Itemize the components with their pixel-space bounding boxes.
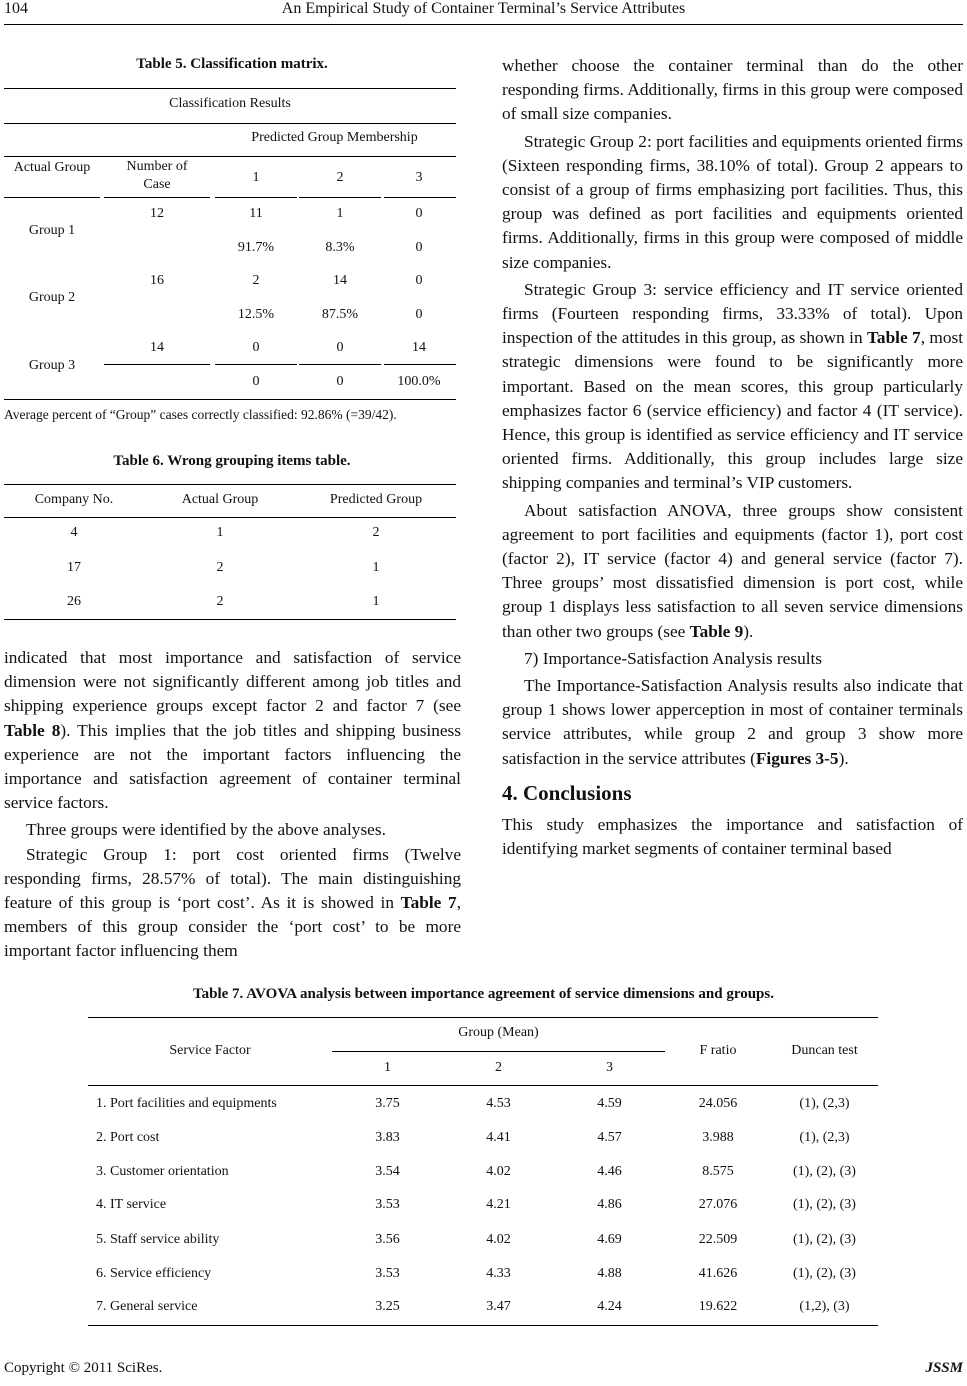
table7-cell: (1), (2,3)	[799, 1096, 850, 1111]
page-number: 104	[4, 0, 28, 17]
table7-cell: 4.88	[597, 1266, 622, 1281]
table5-rule	[384, 197, 456, 198]
table5-cell: 0	[336, 340, 344, 355]
table-reference: Table 9	[689, 621, 744, 641]
table7-cell: 3.53	[375, 1266, 400, 1281]
table7-cell: 4.69	[597, 1232, 622, 1247]
table5-col-2: 2	[336, 170, 344, 185]
table7-cell: 19.622	[698, 1299, 738, 1314]
paragraph: Strategic Group 2: port facilities and equipments oriented firms (Sixteen responding firms, 38.10% of total). Group 2 appears to consist of a group of firms emphasizing port facilities. Thus, this group was defined as port facilities and equipments oriented firms. Additionally, firms in this group were composed of middle size companies.	[502, 131, 963, 272]
table5-rule	[4, 123, 456, 124]
table7-cell: 3.54	[375, 1164, 400, 1179]
paragraph: This study emphasizes the importance and satisfaction of identifying market segments of container terminal based	[502, 815, 963, 859]
table7-row-label: 3. Customer orientation	[96, 1164, 229, 1179]
table7-cell: 4.21	[486, 1197, 511, 1212]
paragraph: Three groups were identified by the above analyses.	[26, 820, 386, 840]
table5-cell: 0	[415, 240, 423, 255]
paragraph: Strategic Group 1: port cost oriented firms (Twelve responding firms, 28.57% of total). The main distinguishing feature of this group is ‘port cost’. As it is showed in Table 7, members of this group consider the ‘port cost’ to be more important factor influencing them	[4, 844, 462, 961]
table5-cell: 0	[415, 206, 423, 221]
table7-cell: 4.02	[486, 1164, 511, 1179]
table5-cell: 14	[412, 340, 426, 355]
table7-cell: (1), (2), (3)	[793, 1266, 856, 1281]
table5-cell: 2	[252, 273, 260, 288]
table7-col-g2: 2	[495, 1060, 502, 1075]
table7-col-g3: 3	[606, 1060, 613, 1075]
table7-cell: 22.509	[698, 1232, 738, 1247]
paragraph: About satisfaction ANOVA, three groups show consistent agreement to port facilities and equipments (factor 1), port cost (factor 2), IT service (factor 4) and general service (factor 7). Three groups’ most dissatisfied dimension is port cost, while group 1 displays less satisfaction to all seven service dimensions than other two groups (see Table 9).	[502, 500, 963, 641]
table7-cell: 3.75	[375, 1096, 400, 1111]
table5-note: Average percent of “Group” cases correctly classified: 92.86% (=39/42).	[4, 407, 397, 422]
table5-cell: 14	[333, 273, 347, 288]
table7-cell: (1), (2), (3)	[793, 1197, 856, 1212]
table6-header: Company No.	[34, 492, 114, 507]
table5-rule	[104, 364, 210, 365]
table7-cell: 4.53	[486, 1096, 511, 1111]
footer-copyright: Copyright © 2011 SciRes.	[4, 1360, 163, 1376]
table5-rule	[4, 197, 100, 198]
table6-header: Predicted Group	[329, 492, 423, 507]
table7-cell: 4.59	[597, 1096, 622, 1111]
table7-col-group-mean: Group (Mean)	[458, 1025, 539, 1040]
table7-header-rule	[88, 1085, 878, 1086]
table5-cell: 91.7%	[237, 240, 275, 255]
table6-cell: 2	[216, 560, 224, 575]
header-rule	[4, 24, 963, 25]
table7-cell: 3.988	[702, 1130, 734, 1145]
table7-cell: 3.83	[375, 1130, 400, 1145]
table5-cell: 0	[336, 374, 344, 389]
table6-caption: Table 6. Wrong grouping items table.	[113, 453, 351, 469]
table5-cell: 0	[252, 340, 260, 355]
table7-cell: (1), (2,3)	[799, 1130, 850, 1145]
table6-header: Actual Group	[181, 492, 259, 507]
table7-cell: 4.46	[597, 1164, 622, 1179]
table7-row-label: 7. General service	[96, 1299, 198, 1314]
table7-top-rule	[88, 1017, 878, 1018]
table5-cell: 0	[415, 307, 423, 322]
table5-col-3: 3	[415, 170, 423, 185]
running-title: An Empirical Study of Container Terminal’s Service Attributes	[281, 0, 686, 17]
table7-cell: (1), (2), (3)	[793, 1232, 856, 1247]
table6-bottom-rule	[4, 619, 456, 620]
table6-rule	[4, 517, 456, 518]
table6-cell: 17	[67, 560, 81, 575]
figure-reference: Figures 3-5	[755, 748, 839, 768]
table7-row-label: 4. IT service	[96, 1197, 167, 1212]
table5-rule	[215, 197, 297, 198]
table7-bottom-rule	[88, 1325, 878, 1326]
table7-cell: 3.53	[375, 1197, 400, 1212]
table7-col-g1: 1	[384, 1060, 391, 1075]
table6-cell: 4	[70, 525, 78, 540]
table5-cell: 87.5%	[321, 307, 359, 322]
subsection-title: 7) Importance-Satisfaction Analysis results	[524, 648, 823, 668]
table7-row-label: 2. Port cost	[96, 1130, 160, 1145]
table7-cell: 8.575	[702, 1164, 734, 1179]
table5-col-1: 1	[252, 170, 260, 185]
table7-cell: 4.24	[597, 1299, 622, 1314]
table5-row-group: Group 1	[28, 223, 76, 238]
footer-journal: JSSM	[925, 1360, 963, 1376]
table5-rule	[215, 364, 297, 365]
table5-rule	[104, 197, 210, 198]
table5-cell: 14	[150, 340, 164, 355]
table7-cell: 3.47	[486, 1299, 511, 1314]
table5-cell: 8.3%	[325, 240, 355, 255]
table7-cell: 4.41	[486, 1130, 511, 1145]
table7-col-service-factor: Service Factor	[169, 1043, 251, 1058]
table5-col-number-of: Number of	[126, 159, 188, 174]
paragraph: The Importance-Satisfaction Analysis results also indicate that group 1 shows lower apperception in most of container terminals service attributes, while group 2 and group 3 show more satisfaction in the service attributes (Figures 3-5).	[502, 676, 963, 768]
table5-cell: 1	[336, 206, 344, 221]
table5-row-group: Group 2	[28, 290, 76, 305]
left-column-text	[4, 646, 461, 964]
table5-top-rule	[4, 88, 456, 89]
table7-cell: 4.57	[597, 1130, 622, 1145]
table6-top-rule	[4, 484, 456, 485]
table7-cell: 24.056	[698, 1096, 738, 1111]
table7-col-f-ratio: F ratio	[699, 1043, 737, 1058]
table7-cell: (1), (2), (3)	[793, 1164, 856, 1179]
table5-bottom-rule	[4, 399, 456, 400]
table7-cell: 41.626	[698, 1266, 738, 1281]
table6-cell: 2	[372, 525, 380, 540]
table6-cell: 1	[372, 560, 380, 575]
table5-cell: 12	[150, 206, 164, 221]
table5-col-case: Case	[143, 177, 171, 192]
table7-cell: (1,2), (3)	[799, 1299, 850, 1314]
table7-cell: 4.33	[486, 1266, 511, 1281]
table7-row-label: 5. Staff service ability	[96, 1232, 220, 1247]
table-reference: Table 8	[4, 720, 61, 740]
table5-rule	[4, 156, 456, 157]
paragraph: indicated that most importance and satisfaction of service dimension were not significantly different among job titles and shipping experience groups except factor 2 and factor 7 (see Table 8). This implies that the job titles and shipping business experience are not the important factors influencing the importance and satisfaction agreement of container terminal service factors.	[4, 648, 461, 813]
table5-col-actual-group: Actual Group	[13, 160, 91, 175]
table5-cell: 12.5%	[237, 307, 275, 322]
table7-cell: 27.076	[698, 1197, 738, 1212]
table5-row-group: Group 3	[28, 358, 76, 373]
table5-caption: Table 5. Classification matrix.	[136, 56, 328, 72]
table-reference: Table 7	[400, 893, 457, 913]
table6-cell: 2	[216, 594, 224, 609]
table5-cell: 100.0%	[397, 374, 441, 389]
table-reference: Table 7	[866, 328, 921, 348]
table5-rule	[299, 197, 381, 198]
table5-cell: 16	[150, 273, 164, 288]
table7-row-label: 6. Service efficiency	[96, 1266, 212, 1281]
table5-cell: 11	[249, 206, 263, 221]
table7-row-label: 1. Port facilities and equipments	[96, 1096, 277, 1111]
table6-cell: 1	[216, 525, 224, 540]
table7-col-duncan: Duncan test	[791, 1043, 858, 1058]
table5-cell: 0	[252, 374, 260, 389]
paragraph: whether choose the container terminal than do the other responding firms. Additionally, firms in this group were composed of small size companies.	[502, 56, 963, 124]
table5-rule	[299, 364, 381, 365]
table7-cell: 4.02	[486, 1232, 511, 1247]
section-heading: 4. Conclusions	[502, 780, 632, 805]
table5-rule	[384, 364, 456, 365]
table6-cell: 1	[372, 594, 380, 609]
right-column-text	[502, 54, 963, 862]
table7-cell: 3.56	[375, 1232, 400, 1247]
table6-cell: 26	[67, 594, 81, 609]
paragraph: Strategic Group 3: service efficiency and IT service oriented firms (Fourteen responding firms, 33.33% of total). Upon inspection of the attitudes in this group, as shown in Table 7, most strategic dimensions were found to be significantly more important. Based on the mean scores, this group particularly emphasizes factor 6 (service efficiency) and factor 4 (IT service). Hence, this group is identified as service efficiency and IT service oriented firms. Additionally, this group includes large size shipping companies and terminal’s VIP customers.	[502, 279, 964, 493]
table7-cell: 4.86	[597, 1197, 622, 1212]
table5-predicted-header: Predicted Group Membership	[251, 130, 418, 145]
table7-caption: Table 7. AVOVA analysis between importance agreement of service dimensions and groups.	[193, 986, 774, 1002]
table7-cell: 3.25	[375, 1299, 400, 1314]
table5-cell: 0	[415, 273, 423, 288]
table5-top-header: Classification Results	[169, 96, 291, 111]
table7-rule	[332, 1051, 665, 1052]
